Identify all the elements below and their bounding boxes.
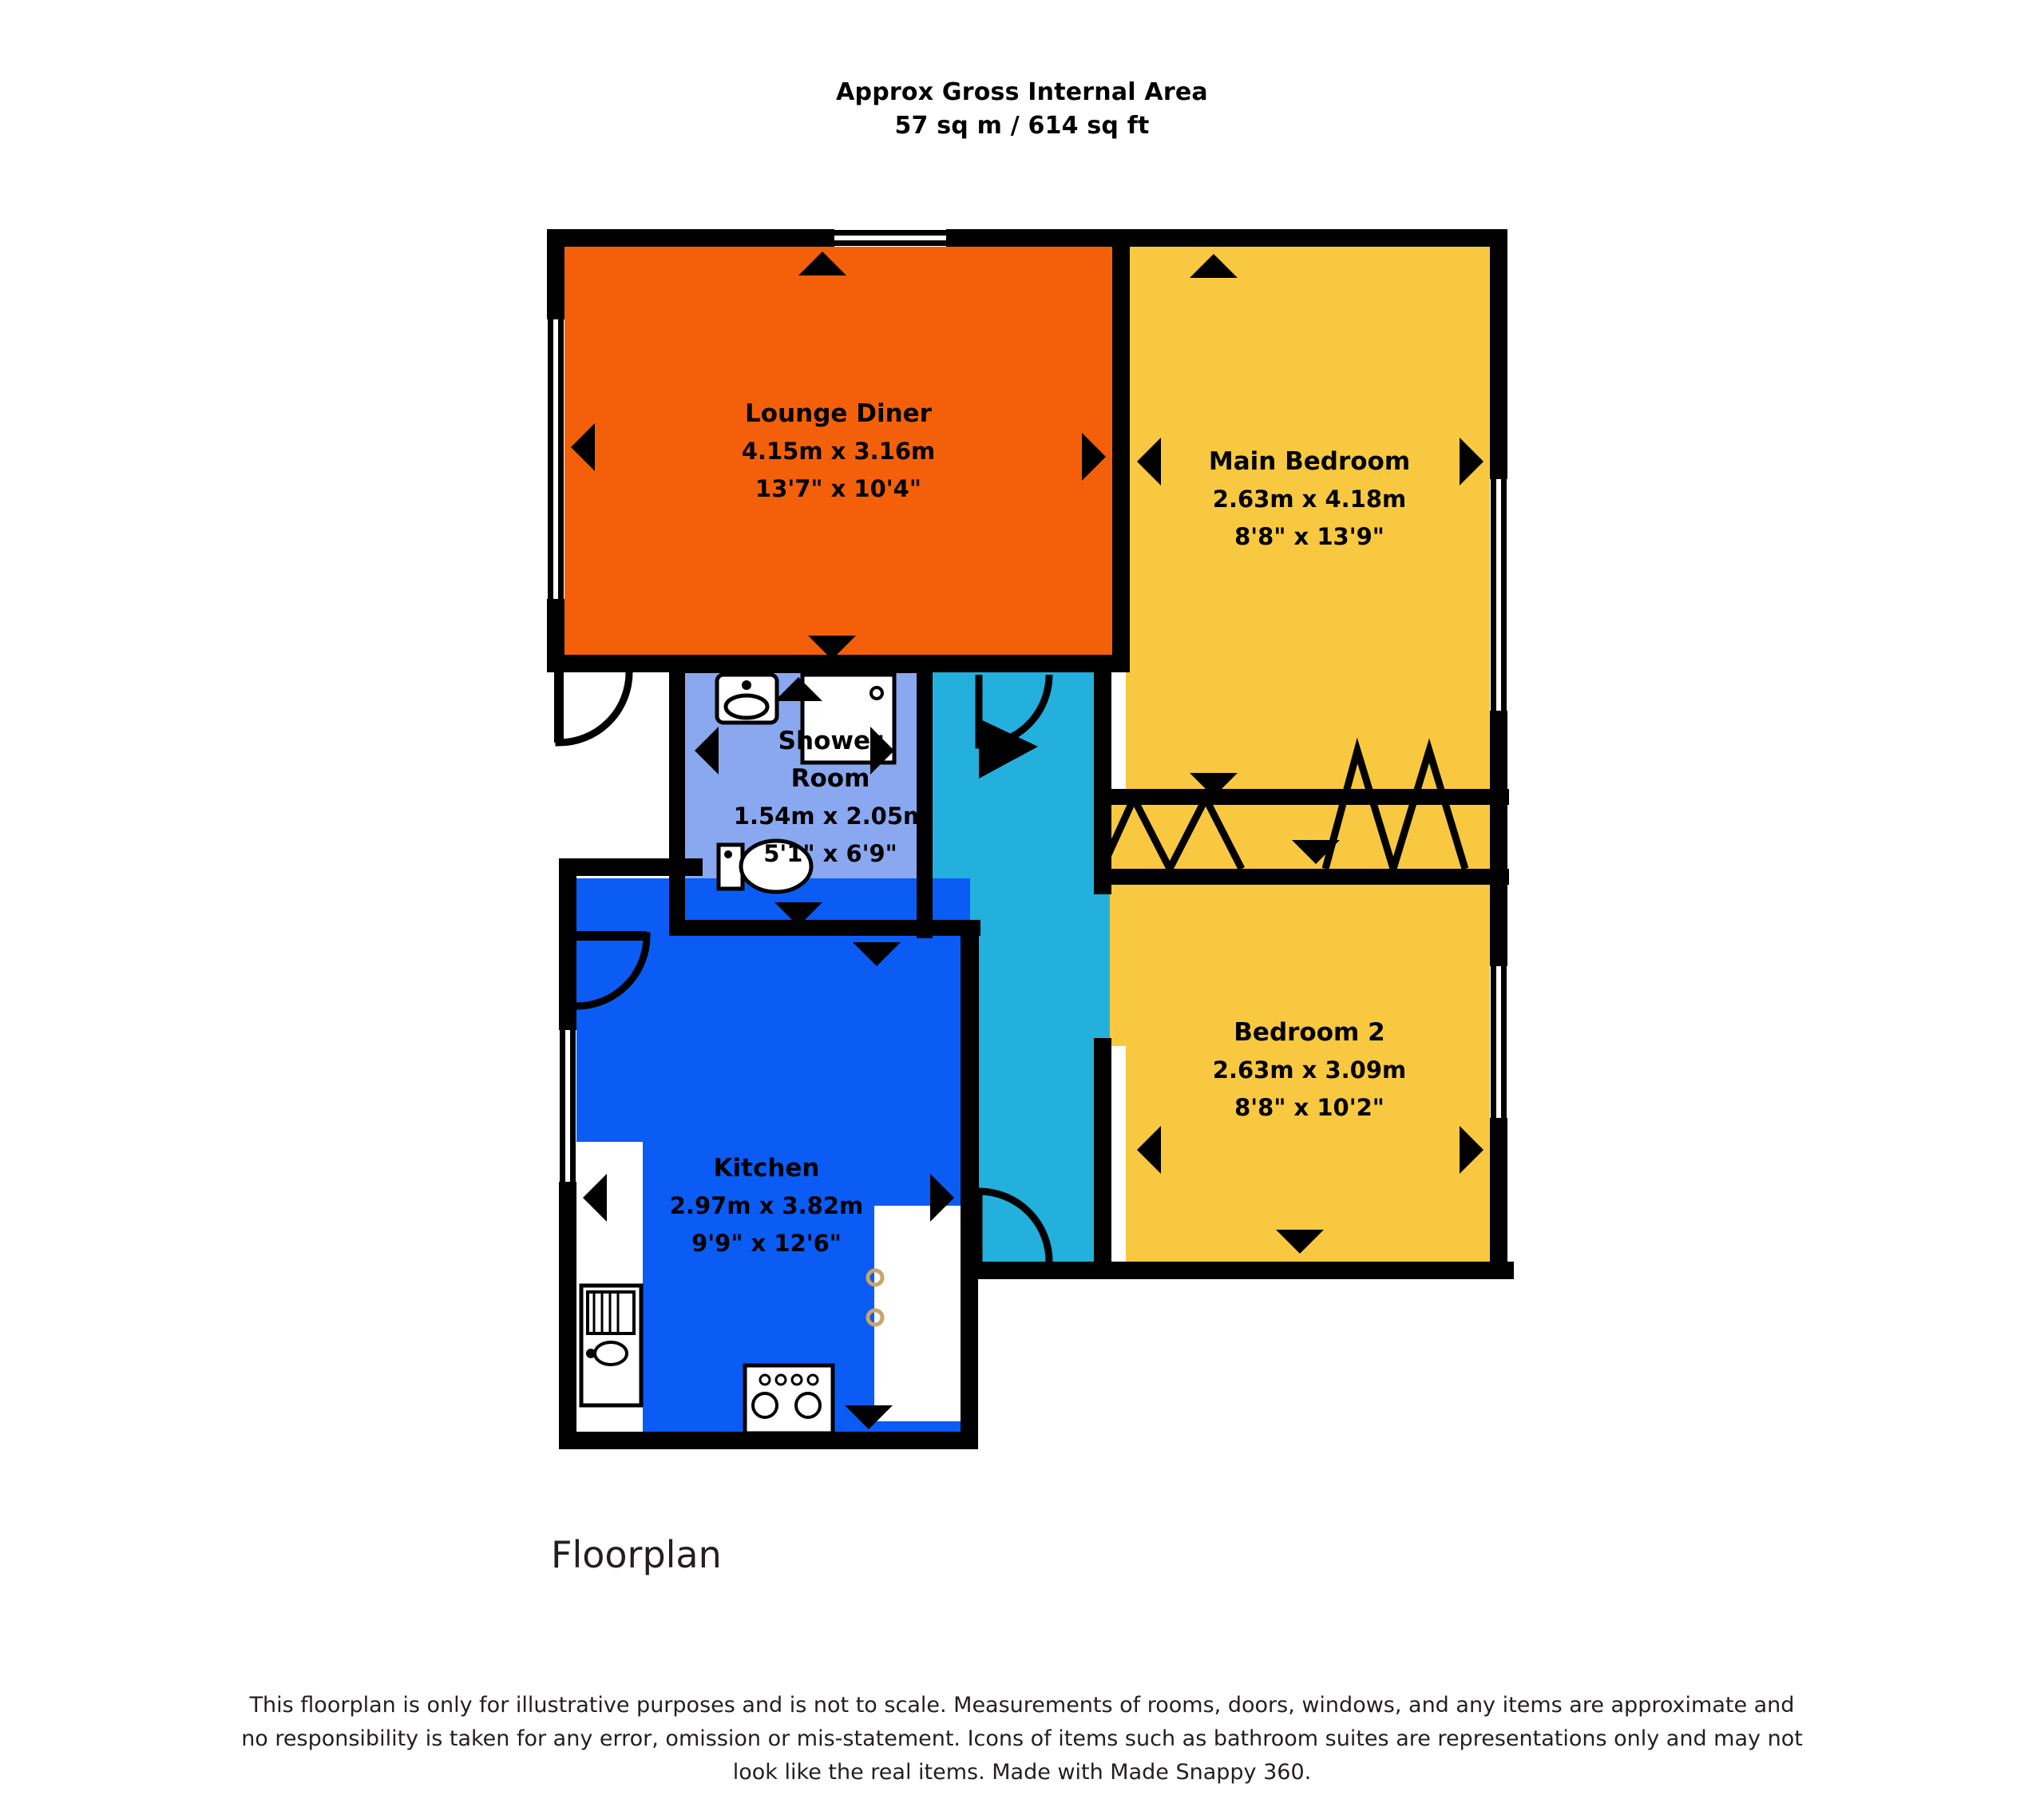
sink-icon <box>717 675 777 723</box>
shower-room-name-line-1: Shower <box>778 727 883 755</box>
window-main-bedroom-right <box>1490 479 1507 711</box>
bedroom-2-label <box>1134 1014 1485 1127</box>
main-bedroom-label <box>1134 443 1485 556</box>
wall-lounge-right <box>1112 229 1130 672</box>
main-bedroom-dim-metric: 2.63m x 4.18m <box>1212 485 1407 513</box>
shower-room-label <box>683 723 978 873</box>
lounge-diner-name: Lounge Diner <box>745 399 932 428</box>
bedroom-2-dim-imperial: 8'8" x 10'2" <box>1234 1094 1384 1121</box>
wall-kitchen-top-right <box>669 920 725 936</box>
main-bedroom-dim-imperial: 8'8" x 13'9" <box>1234 523 1384 550</box>
kitchen-dim-metric: 2.97m x 3.82m <box>669 1192 864 1219</box>
window-lounge-top <box>834 229 946 247</box>
hob-icon <box>745 1365 833 1433</box>
area-header-line-2: 57 sq m / 614 sq ft <box>894 112 1150 140</box>
wall-top-right <box>1112 229 1507 247</box>
floorplan-caption: Floorplan <box>551 1533 722 1576</box>
wall-right-bedrooms <box>1490 229 1507 1279</box>
lounge-diner-label <box>663 395 1014 508</box>
kitchen-label <box>591 1150 942 1262</box>
wall-hall-bottom <box>963 1262 1514 1279</box>
window-bedroom2-right <box>1490 966 1507 1118</box>
window-kitchen-left <box>559 1030 576 1182</box>
area-header-line-1: Approx Gross Internal Area <box>836 78 1208 106</box>
kitchen-name: Kitchen <box>713 1154 820 1183</box>
wall-hall-right-lower <box>1094 1038 1111 1278</box>
shower-room-name-line-2: Room <box>790 764 870 793</box>
shower-room-dim-imperial: 5'1" x 6'9" <box>763 840 897 867</box>
bedroom-2-dim-metric: 2.63m x 3.09m <box>1212 1056 1407 1084</box>
main-bedroom-name: Main Bedroom <box>1208 447 1411 476</box>
wall-shower-top <box>669 659 933 673</box>
wall-kitchen-top <box>559 858 703 876</box>
kitchen-dim-imperial: 9'9" x 12'6" <box>691 1230 842 1257</box>
wall-wardrobe-bottom-right <box>1325 869 1509 885</box>
window-lounge-left <box>547 319 564 599</box>
shower-room-dim-metric: 1.54m x 2.05m <box>733 802 928 830</box>
disclaimer-text: This floorplan is only for illustrative purposes and is not to scale. Measurements of rooms, doors, windows, and any items are approximate and no responsibility is taken for any error, omission or mis-statement. Icons of items such as bathroom suites are representations only and may not look like the real items. Made with Made Snappy 360. <box>241 1693 1803 1785</box>
lounge-diner-dim-imperial: 13'7" x 10'4" <box>755 475 921 502</box>
wall-wardrobe-bottom <box>1094 869 1325 885</box>
lounge-diner-dim-metric: 4.15m x 3.16m <box>741 438 936 465</box>
kitchen-sink-icon <box>581 1286 641 1405</box>
door-entrance <box>559 672 629 743</box>
bedroom-2-name: Bedroom 2 <box>1234 1018 1385 1047</box>
